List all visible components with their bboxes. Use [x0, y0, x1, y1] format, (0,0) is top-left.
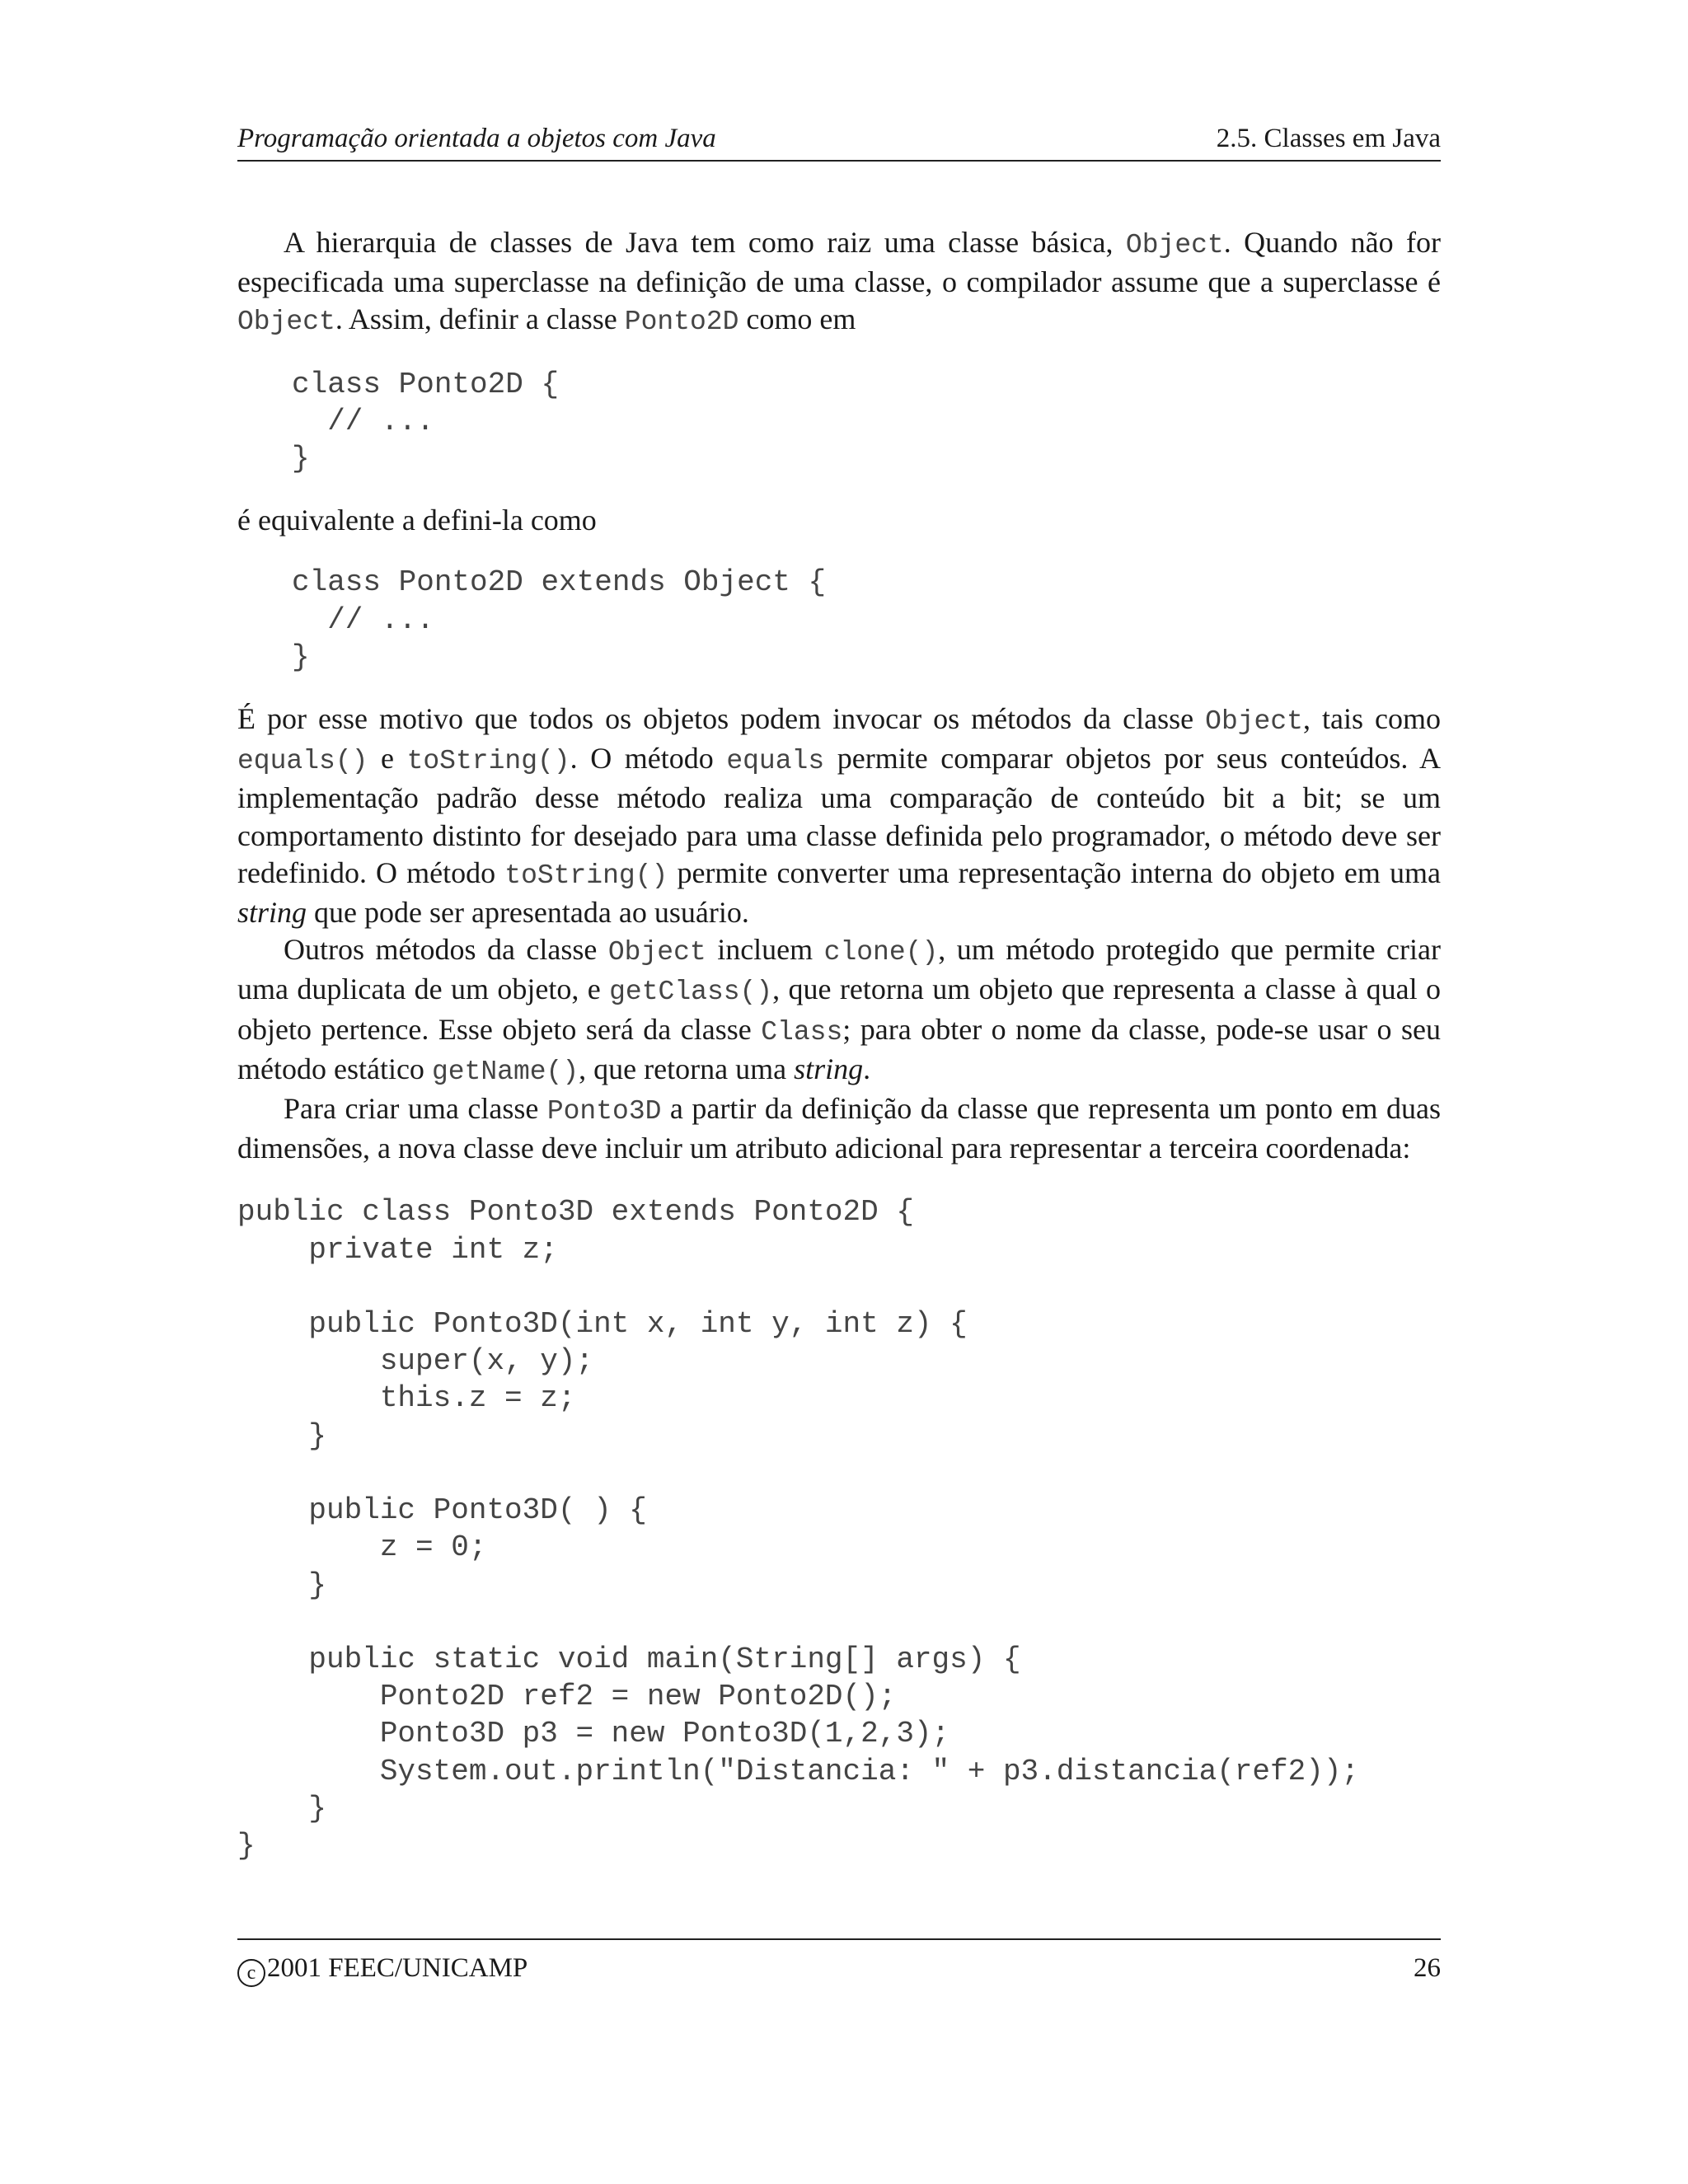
header-section-title: 2.5. Classes em Java — [1216, 124, 1441, 153]
inline-code: equals — [726, 746, 825, 777]
paragraph-object-root: A hierarquia de classes de Java tem como raiz uma classe básica, Object. Quando não for especificada uma superclasse na definição de uma classe, o compilador assume que a superclasse é Object. Assim, definir a classe Ponto2D como em — [237, 226, 1441, 338]
page-footer — [237, 1938, 1441, 1984]
inline-code: getClass() — [609, 977, 773, 1008]
code-block-ponto3d: public class Ponto3D extends Ponto2D { private int z; public Ponto3D(int x, int y, int z) { super(x, y); this.z = z; } public Ponto3D( ) { z = 0; } public static void main(String[] args) { Ponto2D ref2 = new Ponto2D(); Ponto3D p3 = new Ponto3D(1,2,3); System.out.println("Distancia: " + p3.distancia(ref2)); } } — [237, 1195, 1360, 1863]
inline-code: Class — [761, 1016, 843, 1047]
paragraph-equivalent: é equivalente a defini-la como — [237, 504, 597, 537]
footer-copyright-text: 2001 FEEC/UNICAMP — [267, 1953, 528, 1983]
running-header — [237, 120, 1441, 162]
inline-code: toString() — [504, 860, 668, 891]
document-page — [237, 0, 1441, 2184]
header-book-title: Programação orientada a objetos com Java — [237, 124, 716, 153]
code-block-ponto2d-extends-object: class Ponto2D extends Object { // ... } — [292, 565, 827, 674]
inline-code: Object — [607, 937, 706, 968]
inline-code: Object — [1125, 230, 1224, 260]
inline-code: Object — [237, 307, 335, 338]
paragraph-ponto3d-intro: Para criar uma classe Ponto3D a partir da definição da classe que representa um ponto em duas dimensões, a nova classe deve incluir um atributo adicional para representar a terceira coordenada: — [237, 1092, 1441, 1165]
inline-code: equals() — [237, 746, 368, 777]
copyright-icon: c — [237, 1959, 265, 1987]
paragraph-object-methods: É por esse motivo que todos os objetos podem invocar os métodos da classe Object, tais como equals() e toString(). O método equals permite comparar objetos por seus conteúdos. A implementação padrão desse método realiza uma comparação de conteúdo bit a bit; se um comportamento distinto for desejado para uma classe definida pelo programador, o método deve ser redefinido. O método toString() permite converter uma representação interna do objeto em uma string que pode ser apresentada ao usuário. — [237, 702, 1441, 930]
inline-code: Ponto2D — [624, 307, 739, 338]
page-number: 26 — [1414, 1953, 1441, 1983]
inline-code: Ponto3D — [546, 1096, 662, 1127]
inline-code: Object — [1205, 706, 1303, 738]
inline-code: clone() — [823, 937, 939, 968]
paragraph-other-methods: Outros métodos da classe Object incluem clone(), um método protegido que permite criar uma duplicata de um objeto, e getClass(), que retorna um objeto que representa a classe à qual o objeto pertence. Esse objeto será da classe Class; para obter o nome da classe, pode-se usar o seu método estático getName(), que retorna uma string. — [237, 933, 1441, 1087]
code-block-ponto2d: class Ponto2D { // ... } — [292, 367, 560, 476]
page-body — [237, 224, 1441, 1864]
inline-code: getName() — [431, 1056, 579, 1087]
inline-code: toString() — [406, 746, 570, 777]
footer-copyright — [237, 1953, 528, 1987]
